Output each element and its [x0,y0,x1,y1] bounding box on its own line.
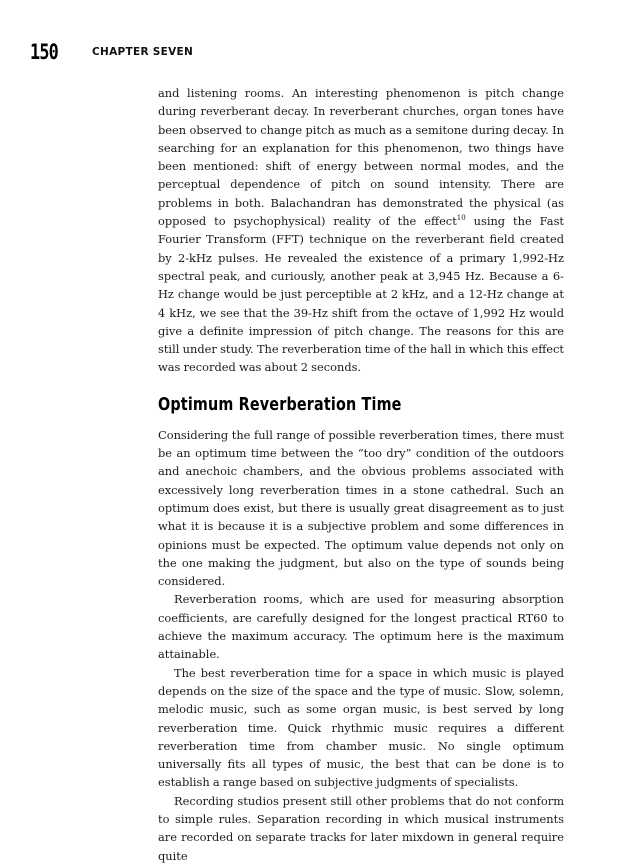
page-number: 150 [30,40,58,64]
paragraph: Recording studios present still other problems that do not conform to simple rules. Separation recording in which musical instruments are recorded on separate tracks for later mixdown in general require quite [158,793,564,863]
paragraph: Reverberation rooms, which are used for measuring absorption coefficients, are carefully designed for the longest practical RT60 to achieve the maximum accuracy. The optimum here is the maximum attainable. [158,592,564,662]
chapter-title: CHAPTER SEVEN [92,46,194,58]
paragraph: The best reverberation time for a space in which music is played depends on the size of the space and the type of music. Slow, solemn, melodic music, such as some organ music, is best served by long reverberation time. Quick rhythmic music requires a different reverberation time from chamber music. No single optimum universally fits all types of music, the best that can be done is to establish a range based on subjective judgments of specialists. [158,665,564,790]
section-heading: Optimum Reverberation Time [158,394,402,415]
paragraph [158,84,564,377]
paragraph: Considering the full range of possible reverberation times, there must be an optimum time between the “too dry” condition of the outdoors and anechoic chambers, and the obvious problems associated with excessively long reverberation times in a stone cathedral. Such an optimum does exist, but there is usually great disagreement as to just what it is because it is a subjective problem and some differences in opinions must be expected. The optimum value depends not only on the one making the judgment, but also on the type of sounds being considered. [158,427,564,589]
paragraph-text: using the Fast Fourier Transform (FFT) technique on the reverberant field created by 2-kHz pulses. He revealed the existence of a primary 1,992-Hz spectral peak, and curiously, another peak at 3,945 Hz. Because a 6-Hz change would be just perceptible at 2 kHz, and a 12-Hz change at 4 kHz, we see that the 39-Hz shift from the octave of 1,992 Hz would give a definite impression of pitch change. The reasons for this are still under study. The reverberation time of the hall in which this effect was recorded was about 2 seconds. [158,214,564,375]
paragraph-text: and listening rooms. An interesting phenomenon is pitch change during reverberant decay. In reverberant churches, organ tones have been observed to change pitch as much as a semitone during decay. In searching for an explanation for this phenomenon, two things have been mentioned: shift of energy between normal modes, and the perceptual dependence of pitch on sound intensity. There are problems in both. Balachandran has demonstrated the physical (as opposed to psychophysical) reality of the effect [158,86,564,229]
footnote-reference[interactable]: 10 [456,214,466,223]
body-text [158,84,564,865]
